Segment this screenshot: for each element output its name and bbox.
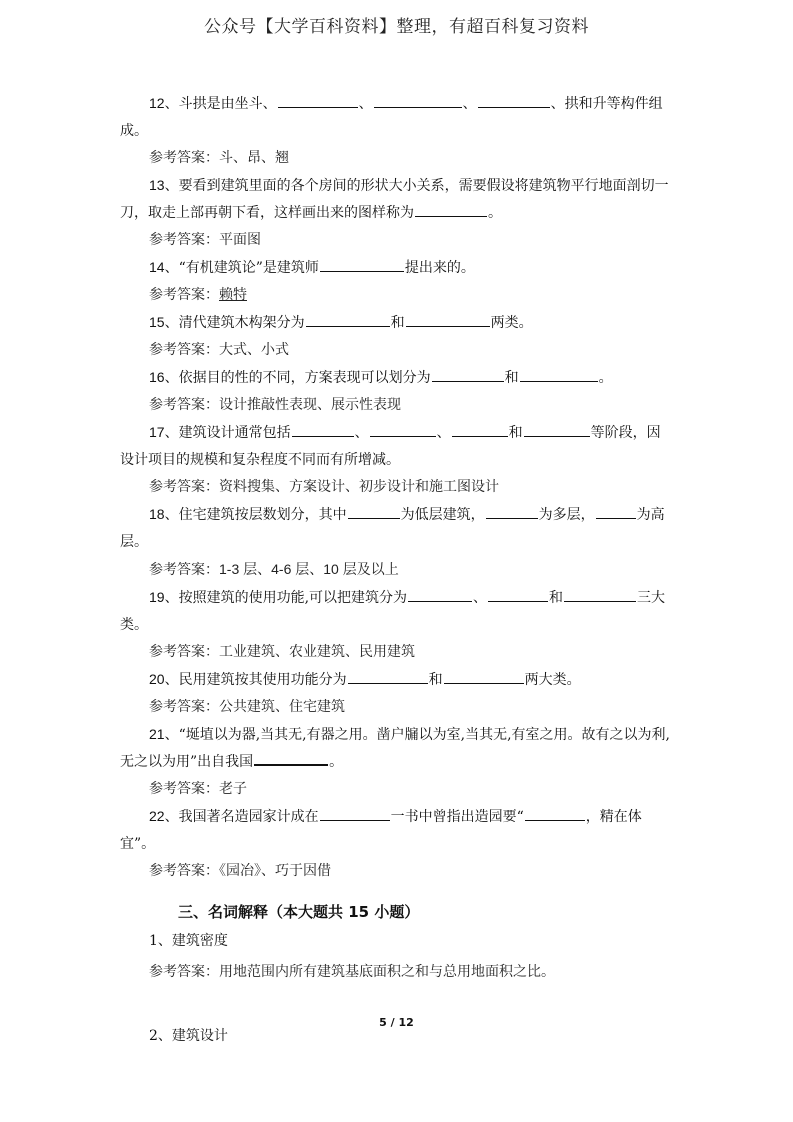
answer-18: 参考答案：1-3 层、4-6 层、10 层及以上 (149, 561, 399, 578)
question-22: 22、我国著名造园家计成在 一书中曾指出造园要“ ，精在体宜”。 (120, 808, 642, 852)
answer-blank (320, 806, 390, 821)
question-17: 17、建筑设计通常包括 、 、 和 等阶段，因设计项目的规模和复杂程度不同而有所增减。 (120, 424, 661, 468)
answer-12: 参考答案：斗、昂、翘 (149, 150, 289, 166)
answer-16: 参考答案：设计推敲性表现、展示性表现 (149, 397, 401, 413)
answer-13: 参考答案：平面图 (149, 232, 261, 248)
term-1-answer: 参考答案：用地范围内所有建筑基底面积之和与总用地面积之比。 (149, 964, 555, 980)
answer-blank (596, 504, 636, 519)
answer-17: 参考答案：资料搜集、方案设计、初步设计和施工图设计 (149, 479, 499, 495)
answer-blank (478, 93, 550, 108)
question-21: 21、“埏埴以为器,当其无,有器之用。凿户牖以为室,当其无,有室之用。故有之以为利,无之以为用”出自我国 。 (120, 726, 670, 770)
term-2: 2、建筑设计 (149, 1028, 228, 1044)
answer-blank (348, 669, 428, 684)
answer-blank (444, 669, 524, 684)
answer-blank (452, 422, 508, 437)
answer-blank (432, 367, 504, 382)
answer-22: 参考答案：《园冶》、巧于因借 (149, 863, 331, 879)
question-16: 16、依据目的性的不同，方案表现可以划分为 和 。 (149, 369, 613, 386)
answer-blank (488, 587, 548, 602)
answer-19: 参考答案：工业建筑、农业建筑、民用建筑 (149, 644, 415, 660)
question-19: 19、按照建筑的使用功能,可以把建筑分为 、 和 三大类。 (120, 589, 666, 633)
question-20: 20、民用建筑按其使用功能分为 和 两大类。 (149, 671, 581, 688)
section-title: 三、名词解释（本大题共 15 小题） (178, 903, 420, 921)
answer-blank (278, 93, 358, 108)
question-18: 18、住宅建筑按层数划分，其中 为低层建筑， 为多层， 为高层。 (120, 506, 665, 550)
answer-blank (525, 806, 585, 821)
question-15: 15、清代建筑木构架分为 和 两类。 (149, 314, 533, 331)
answer-20: 参考答案：公共建筑、住宅建筑 (149, 699, 345, 715)
page-header: 公众号【大学百科资料】整理，有超百科复习资料 (204, 17, 589, 37)
answer-blank (415, 202, 487, 217)
answer-blank (254, 750, 328, 766)
answer-blank (292, 422, 354, 437)
spacer (120, 986, 673, 1013)
question-14: 14、“有机建筑论”是建筑师 提出来的。 (149, 259, 475, 276)
answer-15: 参考答案：大式、小式 (149, 342, 289, 358)
question-13: 13、要看到建筑里面的各个房间的形状大小关系，需要假设将建筑物平行地面剖切一刀，取走上部再朝下看，这样画出来的图样称为 。 (120, 177, 669, 221)
answer-blank (370, 422, 436, 437)
answer-blank (348, 504, 400, 519)
document-body (120, 90, 673, 1050)
answer-21: 参考答案：老子 (149, 781, 247, 797)
answer-blank (306, 312, 390, 327)
answer-blank (374, 93, 462, 108)
answer-blank (520, 367, 598, 382)
answer-blank (564, 587, 636, 602)
answer-blank (524, 422, 590, 437)
answer-blank (408, 587, 472, 602)
question-12: 12、斗拱是由坐斗、 、 、 、拱和升等构件组成。 (120, 95, 663, 139)
term-1: 1、建筑密度 (149, 933, 228, 949)
answer-blank (406, 312, 490, 327)
page-number: 5 / 12 (379, 1016, 414, 1029)
answer-14: 参考答案：赖特 (149, 287, 247, 303)
answer-blank (486, 504, 538, 519)
answer-blank (320, 257, 404, 272)
